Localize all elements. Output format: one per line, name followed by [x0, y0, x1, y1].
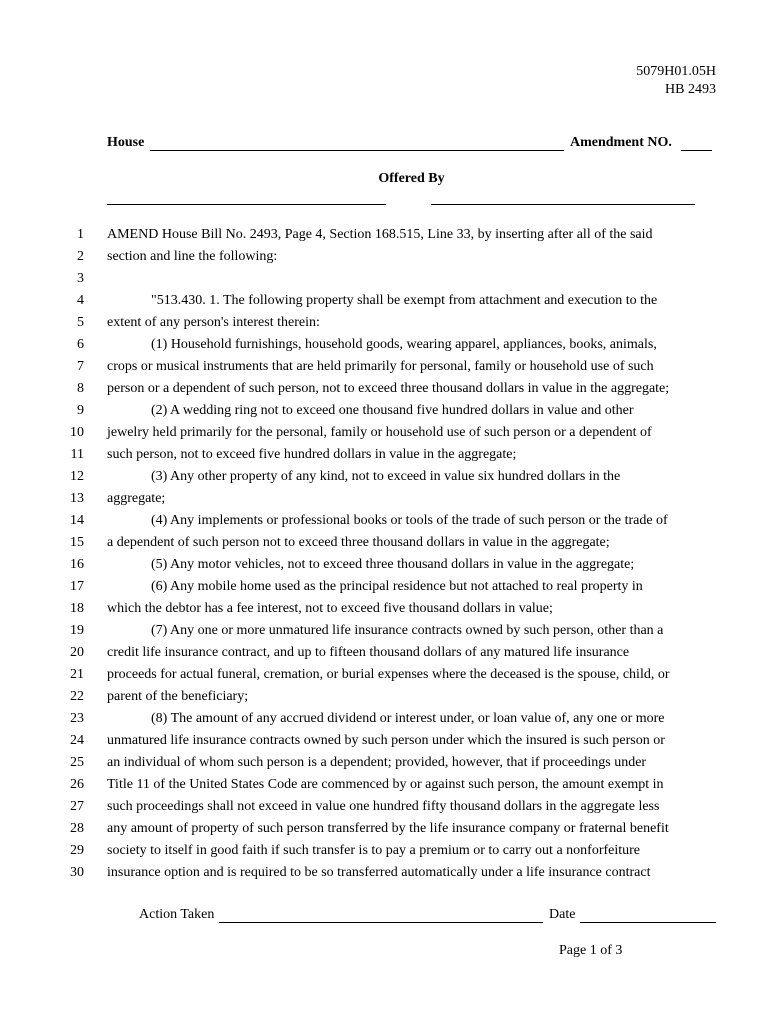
- line-number: 20: [70, 645, 84, 660]
- amendment-label: Amendment NO.: [570, 135, 672, 150]
- date-blank: [580, 922, 716, 923]
- text-line: [0, 224, 770, 246]
- line-number: 7: [77, 359, 84, 374]
- line-text: unmatured life insurance contracts owned by such person under which the insured is such person or: [107, 733, 665, 748]
- text-line: [0, 686, 770, 708]
- line-number: 11: [70, 447, 84, 462]
- text-line: [0, 400, 770, 422]
- text-line: [0, 466, 770, 488]
- line-number: 15: [70, 535, 84, 550]
- line-text: credit life insurance contract, and up to fifteen thousand dollars of any matured life insurance: [107, 645, 630, 660]
- text-line: [0, 290, 770, 312]
- line-number: 28: [70, 821, 84, 836]
- text-line: [0, 488, 770, 510]
- line-text: proceeds for actual funeral, cremation, or burial expenses where the deceased is the spouse, child, or: [107, 667, 670, 682]
- text-line: [0, 818, 770, 840]
- line-number: 10: [70, 425, 84, 440]
- line-number: 21: [70, 667, 84, 682]
- line-text: (3) Any other property of any kind, not to exceed in value six hundred dollars in the: [151, 469, 621, 484]
- text-line: [0, 378, 770, 400]
- line-number: 1: [77, 227, 84, 242]
- line-text: any amount of property of such person transferred by the life insurance company or fraternal benefit: [107, 821, 669, 836]
- text-line: [0, 246, 770, 268]
- text-line: [0, 840, 770, 862]
- line-number: 29: [70, 843, 84, 858]
- line-text: parent of the beneficiary;: [107, 689, 249, 704]
- line-text: extent of any person's interest therein:: [107, 315, 320, 330]
- text-line: [0, 532, 770, 554]
- line-number: 9: [77, 403, 84, 418]
- line-number: 19: [70, 623, 84, 638]
- action-taken-blank: [219, 922, 543, 923]
- line-text: (2) A wedding ring not to exceed one thousand five hundred dollars in value and other: [151, 403, 634, 418]
- text-line: [0, 774, 770, 796]
- text-line: [0, 664, 770, 686]
- line-text: crops or musical instruments that are held primarily for personal, family or household use of such: [107, 359, 654, 374]
- house-blank-line: [150, 150, 564, 151]
- line-number: 12: [70, 469, 84, 484]
- line-number: 13: [70, 491, 84, 506]
- line-number: 8: [77, 381, 84, 396]
- line-number: 14: [70, 513, 84, 528]
- line-number: 18: [70, 601, 84, 616]
- line-number: 25: [70, 755, 84, 770]
- house-label: House: [107, 135, 145, 150]
- text-line: [0, 862, 770, 884]
- offered-by-label: Offered By: [378, 171, 445, 186]
- text-line: [0, 620, 770, 642]
- text-line: [0, 642, 770, 664]
- line-text: jewelry held primarily for the personal, family or household use of such person or a dependent of: [107, 425, 652, 440]
- text-line: [0, 796, 770, 818]
- line-text: (1) Household furnishings, household goods, wearing apparel, appliances, books, animals,: [151, 337, 657, 352]
- bill-code: HB 2493: [665, 82, 716, 97]
- offered-by-blank-right: [431, 204, 695, 205]
- text-line: [0, 356, 770, 378]
- text-line: [0, 554, 770, 576]
- line-number: 22: [70, 689, 84, 704]
- line-number: 2: [77, 249, 84, 264]
- text-line: [0, 576, 770, 598]
- line-text: AMEND House Bill No. 2493, Page 4, Section 168.515, Line 33, by inserting after all of the said: [107, 227, 653, 242]
- line-text: aggregate;: [107, 491, 166, 506]
- text-line: [0, 752, 770, 774]
- line-text: such proceedings shall not exceed in value one hundred fifty thousand dollars in the aggregate less: [107, 799, 660, 814]
- line-number: 24: [70, 733, 84, 748]
- line-text: (5) Any motor vehicles, not to exceed three thousand dollars in value in the aggregate;: [151, 557, 635, 572]
- line-text: society to itself in good faith if such transfer is to pay a premium or to carry out a nonforfeiture: [107, 843, 641, 858]
- line-number: 26: [70, 777, 84, 792]
- line-number: 27: [70, 799, 84, 814]
- line-text: an individual of whom such person is a dependent; provided, however, that if proceedings under: [107, 755, 647, 770]
- document-code: 5079H01.05H: [636, 64, 716, 79]
- text-line: [0, 422, 770, 444]
- line-text: "513.430. 1. The following property shall be exempt from attachment and execution to the: [151, 293, 658, 308]
- line-text: section and line the following:: [107, 249, 278, 264]
- line-number: 6: [77, 337, 84, 352]
- offered-by-blank-left: [107, 204, 386, 205]
- line-text: Title 11 of the United States Code are commenced by or against such person, the amount exempt in: [107, 777, 664, 792]
- line-text: such person, not to exceed five hundred dollars in value in the aggregate;: [107, 447, 517, 462]
- line-text: (6) Any mobile home used as the principal residence but not attached to real property in: [151, 579, 643, 594]
- text-line: [0, 598, 770, 620]
- line-text: (8) The amount of any accrued dividend or interest under, or loan value of, any one or more: [151, 711, 665, 726]
- line-number: 17: [70, 579, 84, 594]
- page-number: Page 1 of 3: [559, 943, 623, 958]
- text-line: [0, 510, 770, 532]
- line-number: 30: [70, 865, 84, 880]
- line-number: 23: [70, 711, 84, 726]
- text-line: [0, 708, 770, 730]
- action-taken-label: Action Taken: [139, 907, 215, 922]
- text-line: [0, 334, 770, 356]
- line-text: (4) Any implements or professional books or tools of the trade of such person or the trade of: [151, 513, 668, 528]
- line-text: insurance option and is required to be so transferred automatically under a life insurance contract: [107, 865, 651, 880]
- date-label: Date: [549, 907, 576, 922]
- text-line: [0, 312, 770, 334]
- line-text: a dependent of such person not to exceed three thousand dollars in value in the aggregate;: [107, 535, 610, 550]
- text-line: [0, 444, 770, 466]
- line-text: (7) Any one or more unmatured life insurance contracts owned by such person, other than a: [151, 623, 664, 638]
- line-number: 16: [70, 557, 84, 572]
- line-text: person or a dependent of such person, not to exceed three thousand dollars in value in the aggregate;: [107, 381, 670, 396]
- line-number: 3: [77, 271, 84, 286]
- text-line: [0, 730, 770, 752]
- line-number: 4: [77, 293, 84, 308]
- line-text: which the debtor has a fee interest, not to exceed five thousand dollars in value;: [107, 601, 553, 616]
- text-line: [0, 268, 770, 290]
- amendment-number-blank: [681, 150, 712, 151]
- line-number: 5: [77, 315, 84, 330]
